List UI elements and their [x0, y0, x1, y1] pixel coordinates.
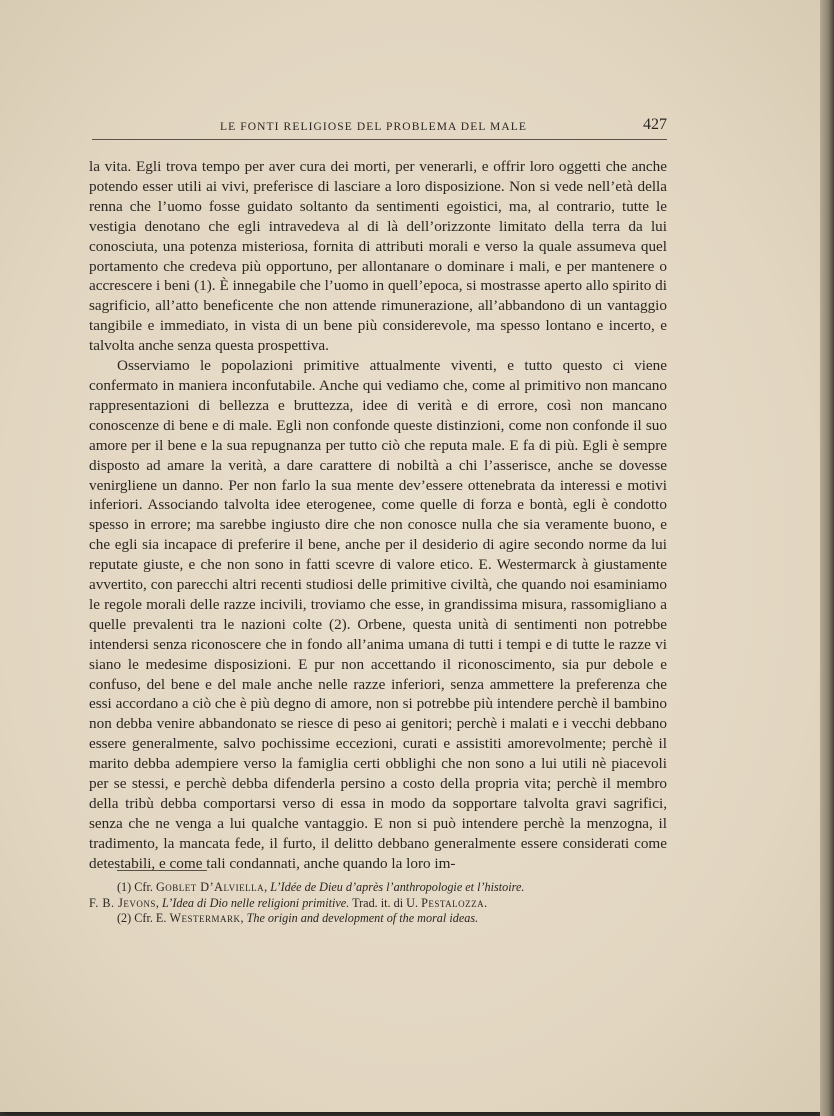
paragraph: Osserviamo le popolazioni primitive attualmente viventi, e tutto questo ci viene confermato in maniera inconfutabile. Anche qui vediamo che, come al primitivo non mancano rappresentazioni di bellezza e bruttezza, idee di verità e di errore, così non mancano conoscenze di bene e di male. Egli non confonde queste distinzioni, come non confonde il suo amore per il bene e la sua repugnanza per tutto ciò che reputa male. E fa di più. Egli è sempre disposto ad amare la verità, a dare carattere di nobiltà a chi l’asserisce, anche se dovesse venirgliene un danno. Per non farlo la sua mente dev’essere ottenebrata da interessi e motivi inferiori. Associando talvolta idee eterogenee, come quelle di forza e bontà, egli è condotto spesso in errore; ma sarebbe ingiusto dire che non conosce nulla che sia veramente buono, e che egli sia incapace di preferire il bene, anche per il desiderio di agire secondo norme da lui reputate giuste, e che non sono in fatti scevre di valore etico. E. Westermarck à giustamente avvertito, con parecchi altri recenti studiosi delle primitive civiltà, che quando noi esaminiamo le regole morali delle razze incivili, troviamo che esse, in grandissima misura, rassomigliano a quelle prevalenti tra le nazioni colte (2). Orbene, questa unità di sentimenti non potrebbe intendersi senza riconoscere che in fondo all’anima umana di tutti i tempi e di tutte le razze vi siano le medesime disposizioni. E pur non accettando il riconoscimento, sia pur debole e confuso, del bene e del male anche nelle razze inferiori, senza ammettere la preferenza che essi accordano a ciò che è più degno di amore, non si potrebbe più intendere perchè il bambino non debba venire abbandonato se riesce di peso ai genitori; perchè i malati e i vecchi debbano essere generalmente, salvo pochissime eccezioni, curati e assistiti amorevolmente; perchè il marito debba adempiere verso la famiglia certi obblighi che non sono a lui utili nè piacevoli per se stessi, e perchè debba difenderla persino a costo della propria vita; perchè il membro della tribù debba comportarsi verso di essa in modo da sopportare talvolta gravi sagrifici, senza che ne venga a lui qualche vantaggio. E non si può intendere perchè la menzogna, il tradimento, la mancata fede, il furto, il delitto debbano generalmente essere considerati come detestabili, e come tali condannati, anche quando la loro im- [89, 357, 667, 872]
running-title: LE FONTI RELIGIOSE DEL PROBLEMA DEL MALE [220, 121, 527, 133]
book-edge [820, 0, 834, 1116]
footnote-title: The origin and development of the moral ideas. [246, 911, 479, 926]
body-text [89, 157, 667, 874]
footnote-title: L’Idée de Dieu d’après l’anthropologie et l’histoire. [270, 880, 525, 894]
footnote-text: Trad. it. di U. [349, 895, 422, 910]
footnote-divider [117, 870, 207, 871]
footnote-author: F. B. Jevons [89, 895, 156, 910]
footnote-marker: (1) Cfr. [117, 880, 156, 894]
footnote-author: Pestalozza [421, 895, 485, 910]
footnotes [89, 880, 667, 927]
page-number: 427 [643, 116, 667, 133]
footnote-author: Westermark [169, 911, 241, 926]
footnote-2: (2) Cfr. E. Westermark, The origin and development of the moral ideas. [117, 911, 479, 926]
footnote-marker: (2) Cfr. E. [117, 911, 170, 926]
footnote-author: Goblet D’Alviella [155, 880, 265, 894]
paragraph: la vita. Egli trova tempo per aver cura dei morti, per venerarli, e offrir loro oggetti che anche potendo esser utili ai vivi, preferisce di lasciare a loro disposizione. Non si vede nell’età della renna che l’uomo fosse guidato soltanto da sentimenti egoistici, ma, al contrario, tutte le vestigia denotano che egli intravedeva al di là dell’orizzonte limitato della terra da lui conosciuta, una potenza misteriosa, fornita di attributi morali e verso la quale assumeva quel portamento che credeva più opportuno, per allontanare o dominare i mali, e per mantenere o accrescere i beni (1). È innegabile che l’uomo in quell’epoca, si mostrasse aperto allo spirito di sagrificio, all’atto beneficente che non attende rimunerazione, all’abbandono di un vantaggio tangibile e immediato, in vista di un bene più considerevole, ma spesso lontano e incerto, e talvolta anche senza questa prospettiva. [89, 158, 667, 355]
footnote-1: (1) Cfr. Goblet D’Alviella, L’Idée de Dieu d’après l’anthropologie et l’histoire. [117, 880, 525, 894]
page-header [92, 117, 667, 140]
footnote-title: L’Idea di Dio nelle religioni primitive. [161, 895, 350, 910]
footnote-1-continued: F. B. Jevons, L’Idea di Dio nelle religioni primitive. Trad. it. di U. Pestalozza. [89, 895, 488, 910]
